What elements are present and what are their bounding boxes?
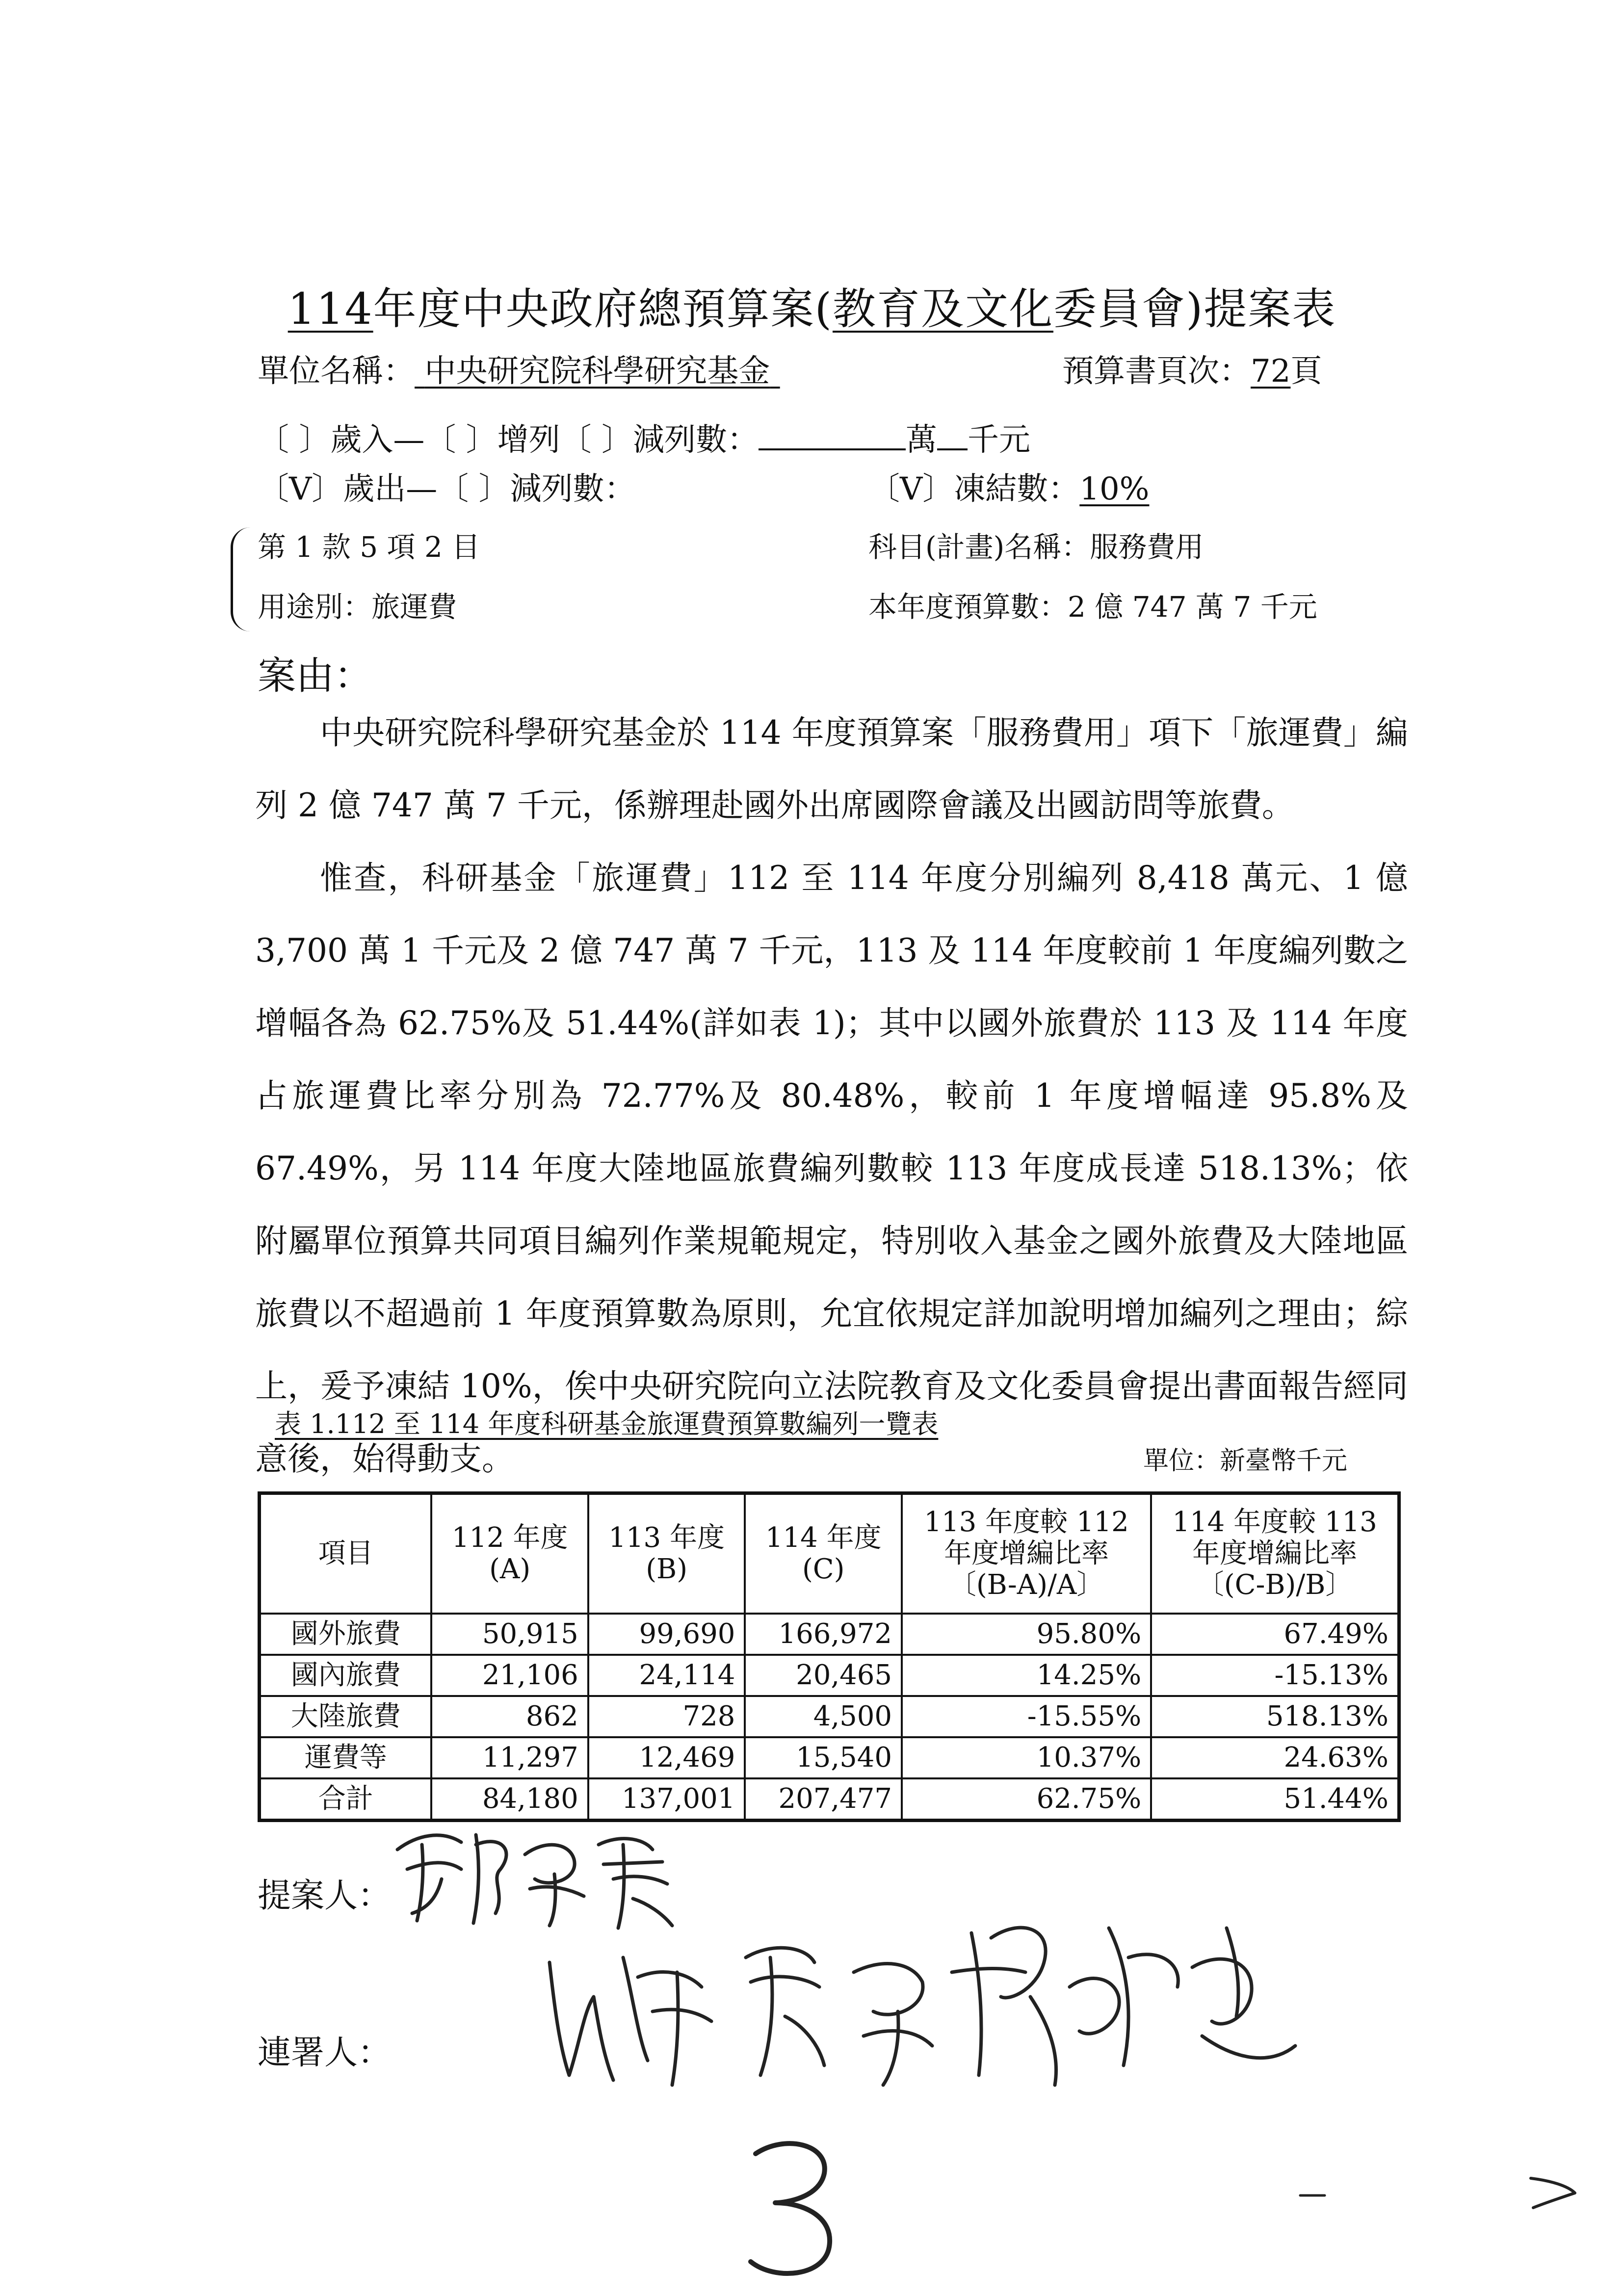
header-114-vs-113: 114 年度較 113 年度增編比率 〔(C-B)/B〕 xyxy=(1151,1493,1399,1614)
title-committee: 教育及文化 xyxy=(832,284,1053,334)
stray-mark-dash xyxy=(1295,2191,1335,2200)
table-cell: 24,114 xyxy=(588,1655,745,1696)
budget-page-label: 預算書頁次： xyxy=(1062,353,1251,390)
table-cell: 862 xyxy=(431,1696,588,1737)
budget-page-value: 72 xyxy=(1251,353,1291,390)
use-left: 用途別：旅運費 xyxy=(258,590,457,624)
table-row xyxy=(260,1614,1399,1655)
table-cell: 15,540 xyxy=(745,1737,902,1778)
table-cell: 運費等 xyxy=(260,1737,432,1778)
unit-name-label: 單位名稱： xyxy=(258,353,415,390)
budget-page-suffix: 頁 xyxy=(1290,353,1322,390)
stray-mark-chevron xyxy=(1521,2159,1585,2218)
expenditure-text: 〔V〕歲出—〔 〕減列數： xyxy=(258,471,636,507)
table-cell: 51.44% xyxy=(1151,1778,1399,1821)
revenue-qian-blank xyxy=(937,418,968,450)
table-cell: 24.63% xyxy=(1151,1737,1399,1778)
revenue-wan-blank xyxy=(759,418,906,450)
table-cell: 11,297 xyxy=(431,1737,588,1778)
header-113: 113 年度 (B) xyxy=(588,1493,745,1614)
revenue-unit-wan: 萬 xyxy=(906,422,938,458)
table-cell: 20,465 xyxy=(745,1655,902,1696)
title-year: 114 xyxy=(288,284,373,334)
table-cell: -15.55% xyxy=(902,1696,1151,1737)
freeze-label: 〔V〕凍結數： xyxy=(868,471,1080,507)
table-cell: 95.80% xyxy=(902,1614,1151,1655)
table-cell: 84,180 xyxy=(431,1778,588,1821)
table-cell: 10.37% xyxy=(902,1737,1151,1778)
freeze-row xyxy=(868,464,1149,509)
table-row-total xyxy=(260,1778,1399,1821)
table-row xyxy=(260,1655,1399,1696)
table-cell: 21,106 xyxy=(431,1655,588,1696)
reason-paragraph-1: 中央研究院科學研究基金於 114 年度預算案「服務費用」項下「旅運費」編列 2 億 747 萬 7 千元，係辦理赴國外出席國際會議及出國訪問等旅費。 xyxy=(255,714,1408,824)
cosigner-label: 連署人： xyxy=(258,2034,392,2072)
table-header-row xyxy=(260,1493,1399,1614)
table-cell: 62.75% xyxy=(902,1778,1151,1821)
table-cell: 99,690 xyxy=(588,1614,745,1655)
header-112: 112 年度 (A) xyxy=(431,1493,588,1614)
title-part1: 年度中央政府總預算案( xyxy=(373,284,833,334)
table-cell: 12,469 xyxy=(588,1737,745,1778)
cosigner-signatures xyxy=(540,1899,1305,2105)
budget-page-row xyxy=(1062,346,1322,391)
table-cell: 67.49% xyxy=(1151,1614,1399,1655)
reason-heading: 案由： xyxy=(258,654,373,698)
table-row xyxy=(260,1696,1399,1737)
table-unit: 單位：新臺幣千元 xyxy=(1143,1446,1348,1476)
reason-paragraph-2: 惟查，科研基金「旅運費」112 至 114 年度分別編列 8,418 萬元、1 億 3,700 萬 1 千元及 2 億 747 萬 7 千元，113 及 114 年度較前 1 年度編列數之增幅各為 62.75%及 51.44%(詳如表 1)；其中以國外旅費於 113 及 114 年度占旅運費比率分別為 72.77%及 80.48%，較前 1 年度增幅達 95.8%及 67.49%，另 114 年度大陸地區旅費編列數較 113 年度成長達 518.13%；依附屬單位預算共同項目編列作業規範規定，特別收入基金之國外旅費及大陸地區旅費以不超過前 1 年度預算數為原則，允宜依規定詳加說明增加編列之理由；綜上，爰予凍結 10%，俟中央研究院向立法院教育及文化委員會提出書面報告經同意後，始得動支。 xyxy=(255,859,1408,1478)
unit-name-value: 中央研究院科學研究基金 xyxy=(424,353,770,390)
page-title xyxy=(0,275,1624,337)
table-cell: 合計 xyxy=(260,1778,432,1821)
table-cell: 137,001 xyxy=(588,1778,745,1821)
table-cell: 國內旅費 xyxy=(260,1655,432,1696)
revenue-unit-qian: 千元 xyxy=(968,422,1031,458)
table-cell: 4,500 xyxy=(745,1696,902,1737)
table-cell: 207,477 xyxy=(745,1778,902,1821)
table-cell: 14.25% xyxy=(902,1655,1151,1696)
header-item: 項目 xyxy=(260,1493,432,1614)
table-row xyxy=(260,1737,1399,1778)
table-caption: 表 1.112 至 114 年度科研基金旅運費預算數編列一覽表 xyxy=(275,1409,939,1439)
expenditure-row xyxy=(258,464,636,509)
table-cell: 166,972 xyxy=(745,1614,902,1655)
unit-name-row xyxy=(258,346,780,391)
table-cell: 518.13% xyxy=(1151,1696,1399,1737)
table-cell: 大陸旅費 xyxy=(260,1696,432,1737)
header-114: 114 年度 (C) xyxy=(745,1493,902,1614)
budget-table xyxy=(258,1491,1401,1822)
proposer-label: 提案人： xyxy=(258,1877,392,1915)
freeze-value: 10% xyxy=(1079,471,1150,507)
table-cell: 國外旅費 xyxy=(260,1614,432,1655)
reason-body xyxy=(255,697,1408,1495)
item-right: 科目(計畫)名稱：服務費用 xyxy=(868,530,1204,564)
table-cell: -15.13% xyxy=(1151,1655,1399,1696)
revenue-text: 〔 〕歲入—〔 〕增列〔 〕減列數： xyxy=(258,422,759,458)
use-right: 本年度預算數：2 億 747 萬 7 千元 xyxy=(868,590,1317,624)
title-part2: 委員會)提案表 xyxy=(1053,284,1336,334)
handwritten-number xyxy=(736,2134,844,2281)
item-left: 第 1 款 5 項 2 目 xyxy=(258,530,480,564)
table-cell: 728 xyxy=(588,1696,745,1737)
header-113-vs-112: 113 年度較 112 年度增編比率 〔(B-A)/A〕 xyxy=(902,1493,1151,1614)
table-cell: 50,915 xyxy=(431,1614,588,1655)
revenue-row xyxy=(258,415,1030,460)
